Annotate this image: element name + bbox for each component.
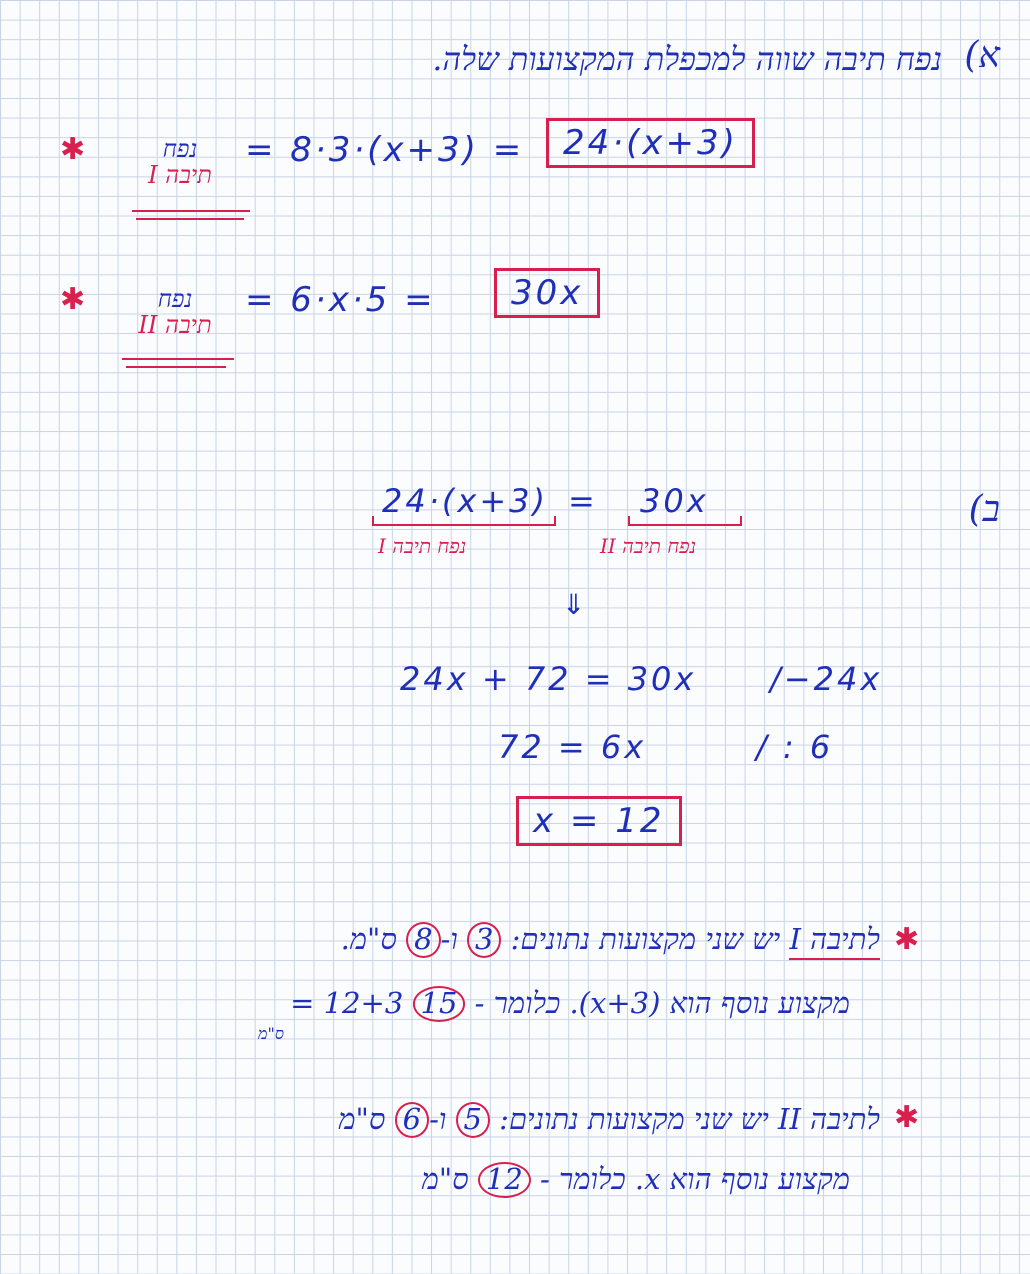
label-volume-box1: נפח תיבה I	[378, 534, 467, 558]
part-a-heading: נפח תיבה שווה למכפלת המקצועות שלה.	[432, 40, 942, 78]
final-answer: x = 12	[516, 796, 682, 846]
underline-decoration	[126, 366, 226, 368]
step1-equation: 24x + 72 = 30x	[400, 660, 697, 698]
step2-equation: 72 = 6x	[498, 728, 647, 766]
note2-line1	[338, 1102, 880, 1138]
note2-edge-12: 12	[478, 1162, 531, 1198]
underline-decoration	[136, 218, 244, 220]
note1-sum: = 12+3	[290, 986, 404, 1020]
note1-text: יש שני מקצועות נתונים:	[510, 922, 781, 956]
note2-edge-6: 6	[395, 1102, 429, 1138]
note1-and: ו-	[440, 922, 458, 956]
step2-operation: / : 6	[756, 728, 834, 766]
note1-line2	[290, 986, 850, 1022]
underline-decoration	[132, 210, 250, 212]
note1-edge-8: 8	[406, 922, 440, 958]
box1-label-top: נפח	[162, 135, 198, 163]
note1-line2-unit: ס"מ	[258, 1024, 284, 1043]
note1-edge-3: 3	[467, 922, 501, 958]
part-b-marker: ב)	[968, 489, 1000, 530]
underline-decoration	[122, 358, 234, 360]
star-icon: ✱	[60, 132, 86, 167]
label-volume-box2: נפח תיבה II	[600, 534, 697, 558]
note2-text: לתיבה II יש שני מקצועות נתונים:	[499, 1102, 880, 1136]
note1-line1	[341, 922, 880, 958]
part-a-marker: א)	[964, 35, 1000, 76]
star-icon: ✱	[60, 282, 86, 317]
note1-unit: ס"מ.	[340, 922, 397, 956]
box2-result: 30x	[494, 268, 600, 318]
note1-edge-15: 15	[413, 986, 466, 1022]
note1-box-word: לתיבה I	[789, 922, 880, 960]
note2-line2-text: מקצוע נוסף הוא x. כלומר -	[540, 1162, 850, 1196]
note2-edge-5: 5	[456, 1102, 490, 1138]
eq-right: 30x	[640, 482, 709, 520]
box1-volume-label	[115, 136, 245, 189]
box2-expression: = 6·x·5 =	[245, 280, 436, 320]
star-icon: ✱	[894, 922, 920, 957]
box2-label-bottom: תיבה II	[138, 311, 212, 340]
down-arrow-icon: ⇓	[562, 588, 586, 621]
star-icon: ✱	[894, 1100, 920, 1135]
note2-line2	[422, 1162, 850, 1198]
note1-line2-text: מקצוע נוסף הוא (x+3). כלומר -	[474, 986, 850, 1020]
box2-label-top: נפח	[157, 285, 193, 313]
box1-expression: = 8·3·(x+3) =	[245, 130, 525, 170]
note2-and: ו-	[429, 1102, 447, 1136]
step1-operation: /−24x	[770, 660, 883, 698]
bracket-right	[628, 516, 742, 526]
bracket-left	[372, 516, 556, 526]
box1-result: 24·(x+3)	[546, 118, 755, 168]
eq-left: 24·(x+3)	[382, 482, 548, 520]
note2-unit: ס"מ	[338, 1102, 386, 1136]
eq-sign: =	[568, 482, 598, 520]
box1-label-bottom: תיבה I	[148, 161, 212, 190]
note2-line2-unit: ס"מ	[421, 1162, 469, 1196]
box2-volume-label	[105, 286, 245, 339]
